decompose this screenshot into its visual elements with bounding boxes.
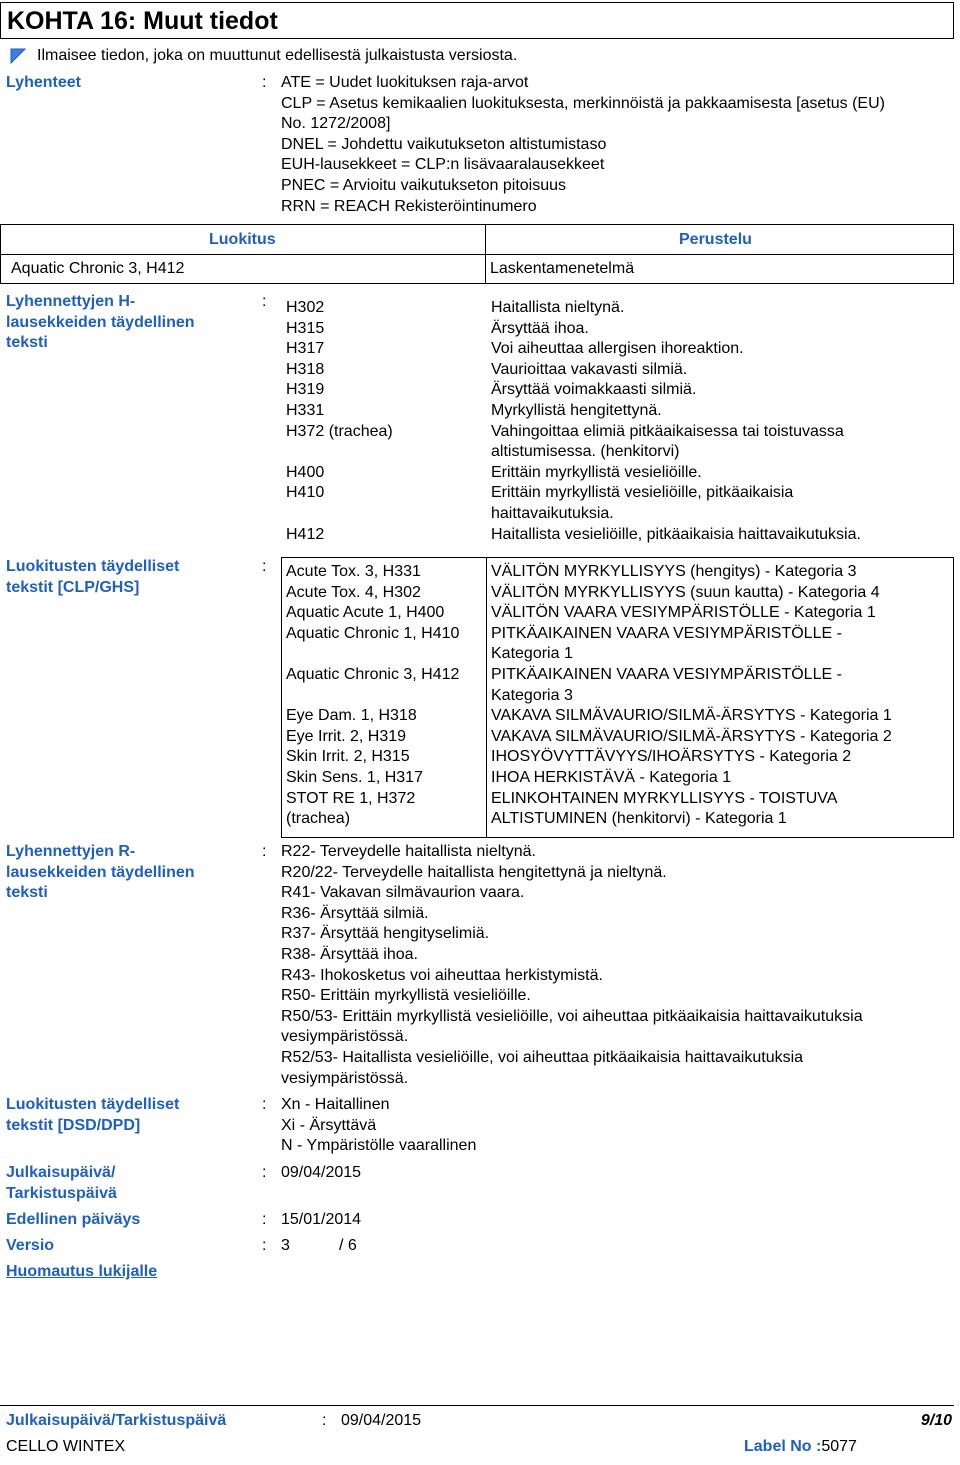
h-statement-text [491,339,744,360]
header-justification: Perustelu [679,231,752,248]
clp-text [491,747,851,768]
r-label-line: teksti [6,884,48,902]
dsd-label-line: tekstit [DSD/DPD] [6,1116,141,1134]
clp-code-line: (trachea) [286,810,351,828]
version-label: Versio [6,1237,55,1254]
clp-code-line: STOT RE 1, H372 [286,789,416,807]
clp-text-line: ELINKOHTAINEN MYRKYLLISYYS - TOISTUVA [491,789,838,807]
clp-text-line: PITKÄAIKAINEN VAARA VESIYMPÄRISTÖLLE - [491,624,842,642]
r-label-line: lausekkeiden täydellinen [6,863,195,881]
abbreviation-line: PNEC = Arvioitu vaikutukseton pitoisuus [281,176,567,194]
r-statement-line: vesiympäristössä. [281,1028,409,1046]
clp-text-line: Kategoria 1 [491,645,573,663]
previous-date-value: 15/01/2014 [281,1211,362,1228]
h-statement-text-line: Voi aiheuttaa allergisen ihoreaktion. [491,340,744,358]
h-statement-code-line: H372 (trachea) [286,422,393,440]
h-statement-text [491,483,793,524]
clp-code [286,706,417,727]
clp-code [286,583,421,604]
h-statement-text-line: Vaurioittaa vakavasti silmiä. [491,360,688,378]
clp-text [491,562,856,583]
clp-text-line: IHOA HERKISTÄVÄ - Kategoria 1 [491,769,732,786]
h-statements-label [6,292,246,354]
colon: : [262,843,267,860]
h-statement-code [286,401,324,422]
r-statement-line: R37- Ärsyttää hengityselimiä. [281,925,490,943]
r-label-line: Lyhennettyjen R- [6,843,136,860]
clp-text [491,665,842,706]
colon: : [322,1412,327,1429]
clp-texts-label [6,557,246,598]
r-statements-list [281,842,863,1089]
r-statement-line: R20/22- Terveydelle haitallista hengitettynä ja nieltynä. [281,863,667,881]
h-statement-text-line: Erittäin myrkyllistä vesieliöille, pitkäaikaisia [491,484,794,502]
abbreviation-line: RRN = REACH Rekisteröintinumero [281,197,537,215]
h-statement-text [491,319,589,340]
colon: : [262,1211,267,1228]
h-statement-code [286,525,324,546]
section-title: KOHTA 16: Muut tiedot [0,2,954,39]
clp-code [286,768,423,789]
h-statement-text [491,463,702,484]
clp-text [491,583,880,604]
clp-text-line: IHOSYÖVYTTÄVYYS/IHOÄRSYTYS - Kategoria 2 [491,748,852,766]
r-statement-line: vesiympäristössä. [281,1069,409,1087]
h-statement-code-line: H318 [286,360,325,378]
label-number [744,1437,857,1458]
clp-code-line: Eye Dam. 1, H318 [286,707,417,725]
h-statement-code [286,463,324,484]
clp-text [491,624,842,665]
clp-code [286,665,459,686]
colon: : [262,293,267,310]
clp-text-line: Kategoria 3 [491,686,573,704]
r-statement-line: R22- Terveydelle haitallista nieltynä. [281,843,536,860]
abbreviation-line: EUH-lausekkeet = CLP:n lisävaaralausekkeet [281,156,605,174]
h-statement-code-line: H319 [286,381,325,399]
change-flag-icon [10,48,26,64]
clp-label-line: tekstit [CLP/GHS] [6,578,140,596]
clp-code [286,747,410,768]
h-statement-text-line: Vahingoittaa elimiä pitkäaikaisessa tai toistuvassa [491,422,844,440]
r-statement-line: R41- Vakavan silmävaurion vaara. [281,884,525,902]
h-statement-code-line: H302 [286,299,325,316]
h-statement-code [286,483,324,504]
r-statement-line: R50- Erittäin myrkyllistä vesieliöille. [281,987,531,1005]
abbreviation-line: DNEL = Johdettu vaikutukseton altistumistaso [281,135,607,153]
h-label-line: Lyhennettyjen H- [6,293,136,310]
clp-code-line: Skin Irrit. 2, H315 [286,748,410,766]
clp-text [491,727,892,748]
clp-text-line: VAKAVA SILMÄVAURIO/SILMÄ-ÄRSYTYS - Kategoria 2 [491,727,892,745]
clp-code-line: Aquatic Acute 1, H400 [286,604,445,622]
abbreviation-line: No. 1272/2008] [281,115,391,133]
dsd-text-line: N - Ympäristölle vaarallinen [281,1137,477,1155]
version-value: 3 [281,1237,290,1254]
classification-table [0,224,954,284]
dsd-texts-label [6,1095,246,1136]
clp-code [286,789,415,830]
r-statements-label [6,842,246,904]
header-classification: Luokitus [209,231,276,248]
h-statement-text [491,422,844,463]
page-number: 9/10 [920,1412,952,1429]
clp-code [286,562,421,583]
product-name: CELLO WINTEX [6,1438,126,1455]
clp-text [491,706,892,727]
h-statement-code [286,360,324,381]
issue-date-label [6,1163,246,1204]
h-statement-code-line: H315 [286,319,325,337]
previous-date-label: Edellinen päiväys [6,1211,141,1228]
clp-code [286,603,444,624]
h-statement-code [286,298,324,319]
h-statement-code-line: H410 [286,484,325,502]
h-statement-text-line: haittavaikutuksia. [491,504,614,522]
issue-label-line: Julkaisupäivä/ [6,1164,116,1181]
h-label-line: lausekkeiden täydellinen [6,313,195,331]
h-statement-text [491,525,861,546]
label-number-value: 5077 [821,1438,857,1455]
h-statement-code [286,422,393,443]
h-statement-text-line: Erittäin myrkyllistä vesieliöille. [491,463,702,481]
clp-code-line: Skin Sens. 1, H317 [286,769,423,786]
clp-code-line: Eye Irrit. 2, H319 [286,727,407,745]
h-statement-text-line: altistumisessa. (henkitorvi) [491,443,680,461]
h-statement-code-line: H317 [286,340,325,358]
h-statement-code [286,319,324,340]
dsd-text-line: Xi - Ärsyttävä [281,1116,377,1134]
r-statement-line: R38- Ärsyttää ihoa. [281,945,418,963]
h-statement-code [286,380,324,401]
h-statement-text-line: Myrkyllistä hengitettynä. [491,402,662,419]
clp-label-line: Luokitusten täydelliset [6,558,180,575]
abbreviations-list [281,73,885,217]
h-statement-text-line: Ärsyttää ihoa. [491,319,589,337]
clp-text [491,789,837,830]
abbreviation-line: CLP = Asetus kemikaalien luokituksesta, merkinnöistä ja pakkaamisesta [asetus (EU) [281,94,885,112]
h-statement-code [286,339,324,360]
clp-text-line: PITKÄAIKAINEN VAARA VESIYMPÄRISTÖLLE - [491,666,842,683]
colon: : [262,558,267,575]
h-statement-text-line: Ärsyttää voimakkaasti silmiä. [491,381,697,399]
clp-code [286,727,406,748]
r-statement-line: R36- Ärsyttää silmiä. [281,904,429,922]
clp-text-line: VÄLITÖN MYRKYLLISYYS (suun kautta) - Kategoria 4 [491,583,880,601]
row-classification: Aquatic Chronic 3, H412 [11,260,185,277]
colon: : [262,74,267,91]
colon: : [262,1096,267,1113]
abbreviations-label: Lyhenteet [6,74,81,91]
footer-issue-label: Julkaisupäivä/Tarkistuspäivä [6,1412,227,1429]
h-statement-text [491,380,696,401]
change-note: Ilmaisee tiedon, joka on muuttunut edellisestä julkaistusta versiosta. [37,47,518,64]
h-statement-text-line: Haitallista nieltynä. [491,299,625,316]
h-statement-code-line: H400 [286,463,325,481]
clp-text-line: VAKAVA SILMÄVAURIO/SILMÄ-ÄRSYTYS - Kategoria 1 [491,707,892,725]
r-statement-line: R52/53- Haitallista vesieliöille, voi aiheuttaa pitkäaikaisia haittavaikutuksia [281,1048,804,1066]
clp-text-line: VÄLITÖN VAARA VESIYMPÄRISTÖLLE - Kategoria 1 [491,604,876,622]
dsd-text-line: Xn - Haitallinen [281,1096,390,1113]
colon: : [262,1164,267,1181]
issue-label-line: Tarkistuspäivä [6,1184,117,1202]
footer-divider [0,1405,954,1406]
r-statement-line: R50/53- Erittäin myrkyllistä vesieliöille, voi aiheuttaa pitkäaikaisia haittavaikutuksia [281,1007,863,1025]
row-justification: Laskentamenetelmä [490,260,635,277]
clp-text-line: ALTISTUMINEN (henkitorvi) - Kategoria 1 [491,810,787,828]
footer-issue-value: 09/04/2015 [341,1412,422,1429]
h-statement-text [491,401,662,422]
clp-text-line: VÄLITÖN MYRKYLLISYYS (hengitys) - Kategoria 3 [491,563,857,580]
h-statement-code-line: H331 [286,402,325,419]
clp-text [491,603,876,624]
h-statement-text [491,298,624,319]
clp-code-line: Aquatic Chronic 1, H410 [286,624,460,642]
reader-note-link[interactable]: Huomautus lukijalle [6,1263,158,1280]
label-number-label: Label No : [744,1438,822,1455]
h-statement-code-line: H412 [286,525,325,543]
h-statement-text [491,360,687,381]
abbreviation-line: ATE = Uudet luokituksen raja-arvot [281,74,529,91]
dsd-label-line: Luokitusten täydelliset [6,1096,180,1113]
clp-text [491,768,731,789]
h-statement-text-line: Haitallista vesieliöille, pitkäaikaisia haittavaikutuksia. [491,525,861,543]
clp-code [286,624,459,645]
clp-code-line: Acute Tox. 3, H331 [286,563,421,580]
h-label-line: teksti [6,334,48,352]
r-statement-line: R43- Ihokosketus voi aiheuttaa herkistymistä. [281,966,603,984]
version-total: / 6 [339,1237,357,1254]
clp-code-line: Aquatic Chronic 3, H412 [286,666,460,683]
colon: : [262,1237,267,1254]
clp-code-line: Acute Tox. 4, H302 [286,583,421,601]
issue-date-value: 09/04/2015 [281,1164,362,1181]
dsd-texts-list [281,1095,476,1157]
